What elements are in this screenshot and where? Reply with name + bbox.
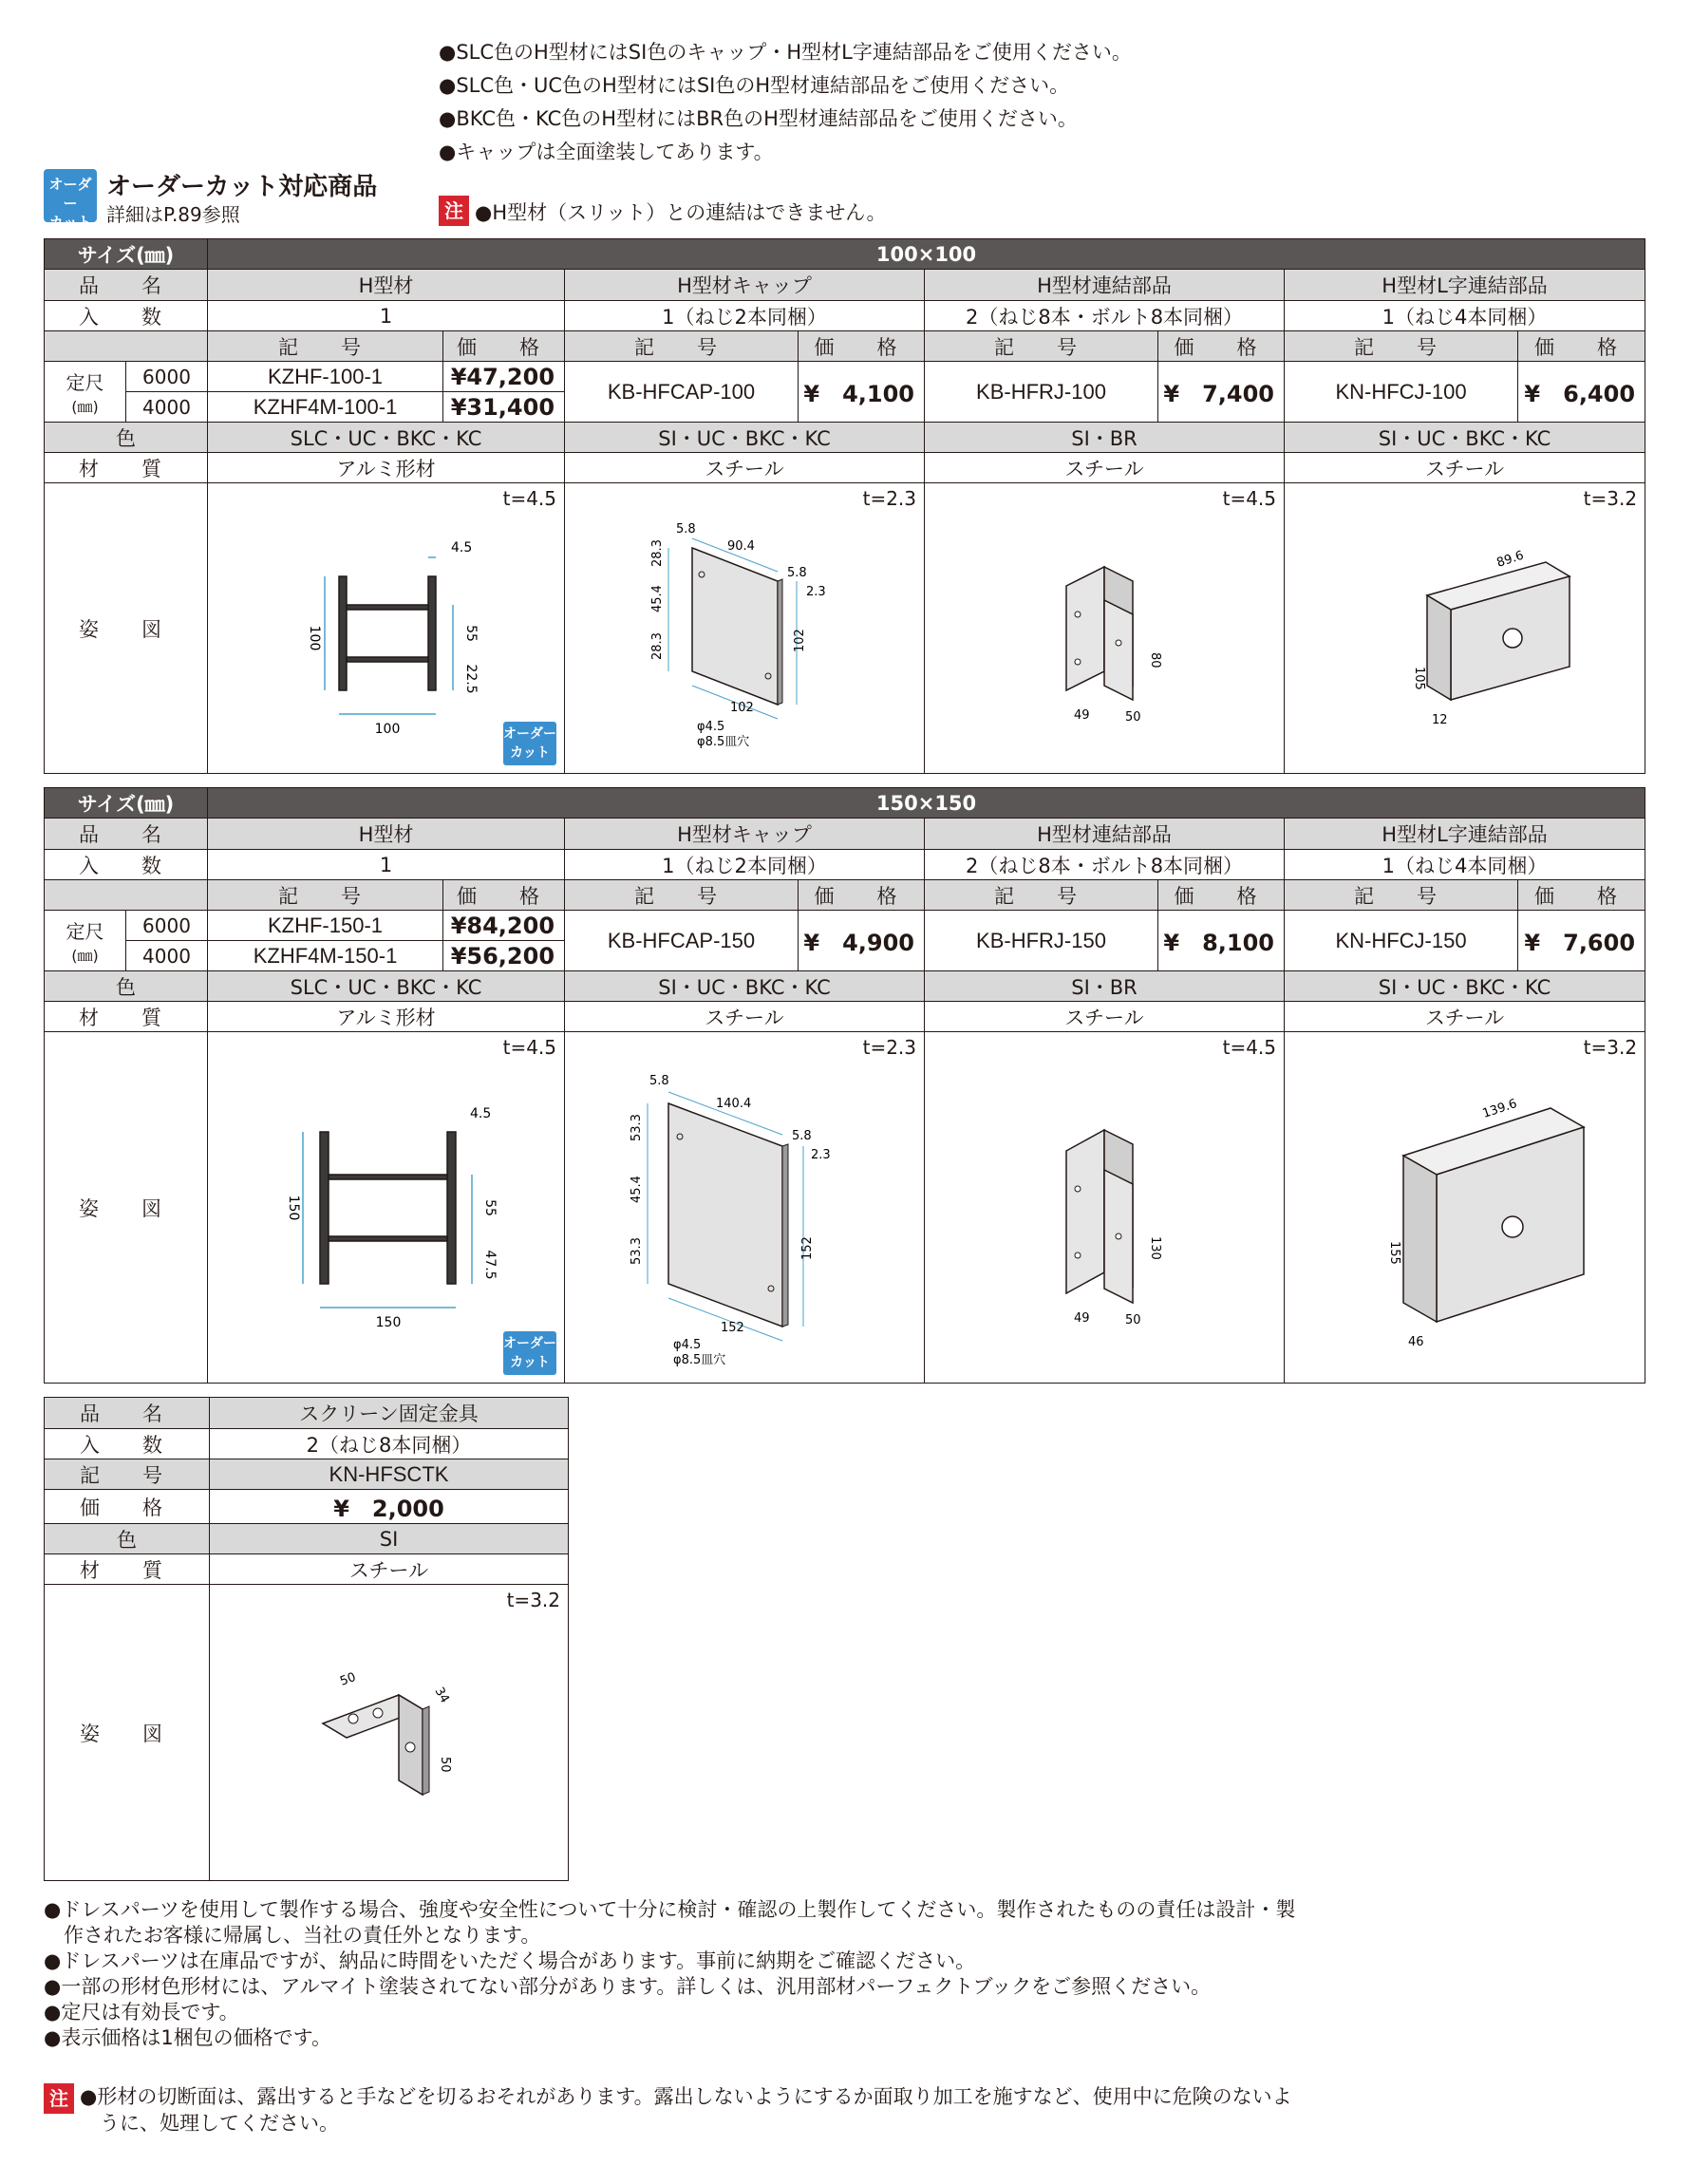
dim-text: 47.5 bbox=[481, 1249, 498, 1280]
order-cut-badge bbox=[503, 1331, 556, 1375]
spec-table-screen bbox=[44, 1397, 569, 1881]
thickness: t=4.5 bbox=[502, 1036, 557, 1059]
code-header: 記 号 bbox=[925, 880, 1158, 911]
note-line: ●一部の形材色形材には、アルマイト塗装されてない部分があります。詳しくは、汎用部材パーフェクトブックをご参照ください。 bbox=[44, 1975, 1212, 1998]
teishaku-text: 定尺 bbox=[66, 370, 104, 394]
dim-text: 46 bbox=[1407, 1334, 1424, 1349]
product-material: スチール bbox=[565, 1002, 925, 1032]
teishaku-label bbox=[45, 362, 126, 423]
product-name: H型材 bbox=[208, 270, 565, 301]
name-label: 品 名 bbox=[45, 1398, 210, 1429]
blank-cell bbox=[45, 331, 208, 362]
note-line: ●定尺は有効長です。 bbox=[44, 2001, 239, 2024]
badge-top-text: オーダー bbox=[503, 726, 557, 742]
figure-h-beam bbox=[208, 1032, 565, 1384]
dim-text: φ4.5 bbox=[673, 1337, 702, 1352]
thickness: t=2.3 bbox=[862, 487, 917, 510]
thickness: t=4.5 bbox=[1222, 487, 1277, 510]
blank-cell bbox=[45, 880, 208, 911]
material-label: 材 質 bbox=[45, 1002, 208, 1032]
dim-text: 5.8 bbox=[787, 565, 807, 580]
note-line: ●表示価格は1梱包の価格です。 bbox=[44, 2026, 332, 2049]
figure-l-joint bbox=[1285, 1032, 1645, 1384]
product-code: KB-HFCAP-100 bbox=[565, 362, 799, 423]
product-price: ¥ 6,400 bbox=[1518, 362, 1645, 423]
badge-bottom-text: カット bbox=[510, 1355, 550, 1370]
length-value: 6000 bbox=[126, 362, 208, 392]
figure-h-beam bbox=[208, 483, 565, 774]
product-color: SLC・UC・BKC・KC bbox=[208, 423, 565, 453]
dim-text: 55 bbox=[462, 624, 479, 642]
thickness: t=4.5 bbox=[1222, 1036, 1277, 1059]
price-header: 価 格 bbox=[443, 880, 565, 911]
dim-text: 2.3 bbox=[811, 1147, 831, 1162]
product-price: ¥ 8,100 bbox=[1158, 911, 1285, 971]
price-label: 価 格 bbox=[45, 1490, 210, 1524]
product-material: スチール bbox=[1285, 453, 1645, 483]
caution-badge: 注 bbox=[44, 2083, 74, 2114]
price-header: 価 格 bbox=[1518, 331, 1645, 362]
product-name: H型材連結部品 bbox=[925, 819, 1285, 850]
dim-text: 139.6 bbox=[1480, 1096, 1519, 1121]
screen-bracket-drawing bbox=[247, 1614, 532, 1852]
dim-text: 49 bbox=[1074, 707, 1090, 723]
product-qty: 2（ねじ8本・ボルト8本同梱） bbox=[925, 301, 1285, 331]
l-joint-drawing bbox=[1313, 1051, 1617, 1365]
caution-line: ●形材の切断面は、露出すると手などを切るおそれがあります。露出しないようにするか面取り加工を施すなど、使用中に危険のないよ bbox=[80, 2085, 1292, 2108]
size-value: 150×150 bbox=[208, 788, 1645, 819]
material-label: 材 質 bbox=[45, 453, 208, 483]
figure-l-joint bbox=[1285, 483, 1645, 774]
product-material: スチール bbox=[925, 1002, 1285, 1032]
thickness: t=2.3 bbox=[862, 1036, 917, 1059]
h-beam-drawing bbox=[244, 1065, 529, 1350]
product-material: スチール bbox=[1285, 1002, 1645, 1032]
length-price: ¥84,200 bbox=[443, 911, 565, 941]
dim-text: 50 bbox=[437, 1756, 452, 1773]
order-cut-badge bbox=[44, 169, 97, 231]
note-line: ●BKC色・KC色のH型材にはBR色のH型材連結部品をご使用ください。 bbox=[439, 107, 1078, 130]
product-material: スチール bbox=[925, 453, 1285, 483]
top-notes bbox=[439, 36, 1388, 169]
product-code: KN-HFCJ-150 bbox=[1285, 911, 1518, 971]
spec-table-150 bbox=[44, 787, 1645, 1384]
caution-line: うに、処理してください。 bbox=[80, 2112, 339, 2135]
joint-drawing bbox=[962, 510, 1247, 747]
length-code: KZHF-100-1 bbox=[208, 362, 443, 392]
product-color: SI・BR bbox=[925, 971, 1285, 1002]
caution-badge: 注 bbox=[439, 196, 469, 226]
mm-text: (㎜) bbox=[71, 946, 99, 965]
dim-text: 2.3 bbox=[806, 584, 826, 599]
badge-bottom-text: カット bbox=[510, 745, 550, 761]
dim-text: 130 bbox=[1148, 1235, 1163, 1260]
product-qty: 2（ねじ8本・ボルト8本同梱） bbox=[925, 850, 1285, 880]
product-code: KB-HFCAP-150 bbox=[565, 911, 799, 971]
product-color: SI・BR bbox=[925, 423, 1285, 453]
dim-text: φ4.5 bbox=[697, 719, 725, 734]
thickness: t=3.2 bbox=[1583, 1036, 1638, 1059]
dim-text: 50 bbox=[1125, 709, 1141, 725]
dim-text: φ8.5皿穴 bbox=[697, 734, 750, 749]
price-header: 価 格 bbox=[799, 331, 925, 362]
product-name: H型材L字連結部品 bbox=[1285, 819, 1645, 850]
product-color: SI・UC・BKC・KC bbox=[565, 423, 925, 453]
order-cut-sub: 詳細はP.89参照 bbox=[106, 203, 240, 226]
note-line: ●SLC色・UC色のH型材にはSI色のH型材連結部品をご使用ください。 bbox=[439, 74, 1070, 97]
length-code: KZHF-150-1 bbox=[208, 911, 443, 941]
dim-text: 5.8 bbox=[649, 1073, 669, 1088]
qty-label: 入 数 bbox=[45, 850, 208, 880]
price-header: 価 格 bbox=[443, 331, 565, 362]
bottom-notes bbox=[44, 1897, 1296, 2051]
thickness: t=4.5 bbox=[502, 487, 557, 510]
order-cut-title: オーダーカット対応商品 bbox=[106, 173, 378, 201]
badge-top-text: オーダー bbox=[48, 176, 92, 212]
code-header: 記 号 bbox=[1285, 331, 1518, 362]
length-price: ¥47,200 bbox=[443, 362, 565, 392]
note-line: 作されたお客様に帰属し、当社の責任外となります。 bbox=[44, 1924, 541, 1947]
product-qty: 1（ねじ2本同梱） bbox=[565, 850, 925, 880]
dim-text: 90.4 bbox=[727, 538, 755, 554]
dim-text: 100 bbox=[374, 721, 400, 737]
product-code: KN-HFSCTK bbox=[210, 1459, 569, 1490]
product-name: H型材キャップ bbox=[565, 270, 925, 301]
length-value: 6000 bbox=[126, 911, 208, 941]
color-label: 色 bbox=[45, 1524, 210, 1554]
dim-text: 4.5 bbox=[469, 1105, 491, 1121]
joint-drawing bbox=[962, 1065, 1247, 1350]
teishaku-text: 定尺 bbox=[66, 919, 104, 943]
dim-text: 53.3 bbox=[630, 1113, 645, 1141]
product-code: KB-HFRJ-150 bbox=[925, 911, 1158, 971]
product-color: SI・UC・BKC・KC bbox=[1285, 423, 1645, 453]
product-color: SI・UC・BKC・KC bbox=[565, 971, 925, 1002]
length-price: ¥31,400 bbox=[443, 392, 565, 423]
cap-drawing bbox=[602, 500, 887, 757]
dim-text: 152 bbox=[800, 1235, 816, 1260]
product-qty: 1（ねじ4本同梱） bbox=[1285, 301, 1645, 331]
dim-text: 102 bbox=[793, 628, 808, 652]
dim-text: 89.6 bbox=[1495, 548, 1526, 571]
product-material: スチール bbox=[565, 453, 925, 483]
dim-text: 28.3 bbox=[650, 631, 666, 660]
badge-bottom-text: カット bbox=[48, 214, 92, 231]
figure-joint bbox=[925, 483, 1285, 774]
product-name: H型材キャップ bbox=[565, 819, 925, 850]
price-header: 価 格 bbox=[1158, 331, 1285, 362]
mm-text: (㎜) bbox=[71, 397, 99, 416]
product-material: スチール bbox=[210, 1554, 569, 1585]
color-label: 色 bbox=[45, 971, 208, 1002]
dim-text: 102 bbox=[730, 700, 754, 715]
product-qty: 1（ねじ2本同梱） bbox=[565, 301, 925, 331]
figure-label: 姿 図 bbox=[45, 1585, 210, 1881]
dim-text: 105 bbox=[1411, 666, 1426, 690]
dim-text: 150 bbox=[375, 1314, 401, 1330]
product-price: ¥ 4,900 bbox=[799, 911, 925, 971]
color-label: 色 bbox=[45, 423, 208, 453]
dim-text: 150 bbox=[285, 1195, 301, 1220]
dim-text: 155 bbox=[1386, 1240, 1401, 1265]
dim-text: 45.4 bbox=[650, 584, 666, 612]
product-material: アルミ形材 bbox=[208, 1002, 565, 1032]
product-name: H型材 bbox=[208, 819, 565, 850]
material-label: 材 質 bbox=[45, 1554, 210, 1585]
product-name: H型材L字連結部品 bbox=[1285, 270, 1645, 301]
figure-cap bbox=[565, 1032, 925, 1384]
length-price: ¥56,200 bbox=[443, 941, 565, 971]
thickness: t=3.2 bbox=[506, 1589, 560, 1611]
order-cut-badge bbox=[503, 722, 556, 765]
dim-text: 152 bbox=[721, 1320, 744, 1335]
product-material: アルミ形材 bbox=[208, 453, 565, 483]
product-qty: 1（ねじ4本同梱） bbox=[1285, 850, 1645, 880]
badge-top-text: オーダー bbox=[503, 1336, 557, 1351]
figure-label: 姿 図 bbox=[45, 1032, 208, 1384]
figure-cap bbox=[565, 483, 925, 774]
cap-drawing bbox=[592, 1046, 896, 1369]
teishaku-label bbox=[45, 911, 126, 971]
length-code: KZHF4M-150-1 bbox=[208, 941, 443, 971]
code-header: 記 号 bbox=[208, 880, 443, 911]
size-label: サイズ(㎜) bbox=[45, 788, 208, 819]
spec-table-100 bbox=[44, 238, 1645, 774]
l-joint-drawing bbox=[1323, 510, 1607, 747]
product-qty: 1 bbox=[208, 850, 565, 880]
dim-text: φ8.5皿穴 bbox=[673, 1352, 726, 1367]
product-color: SI・UC・BKC・KC bbox=[1285, 971, 1645, 1002]
name-label: 品 名 bbox=[45, 819, 208, 850]
product-name: スクリーン固定金具 bbox=[210, 1398, 569, 1429]
dim-text: 34 bbox=[431, 1685, 452, 1705]
figure-joint bbox=[925, 1032, 1285, 1384]
dim-text: 28.3 bbox=[650, 538, 666, 567]
figure-screen-bracket bbox=[210, 1585, 569, 1881]
dim-text: 22.5 bbox=[462, 663, 479, 694]
length-code: KZHF4M-100-1 bbox=[208, 392, 443, 423]
code-label: 記 号 bbox=[45, 1459, 210, 1490]
product-color: SLC・UC・BKC・KC bbox=[208, 971, 565, 1002]
dim-text: 49 bbox=[1074, 1310, 1090, 1326]
product-price: ¥ 7,600 bbox=[1518, 911, 1645, 971]
code-header: 記 号 bbox=[565, 331, 799, 362]
caution-text: ●H型材（スリット）との連結はできません。 bbox=[475, 201, 887, 224]
price-header: 価 格 bbox=[1518, 880, 1645, 911]
thickness: t=3.2 bbox=[1583, 487, 1638, 510]
code-header: 記 号 bbox=[925, 331, 1158, 362]
h-beam-drawing bbox=[244, 510, 529, 747]
note-line: ●ドレスパーツを使用して製作する場合、強度や安全性について十分に検討・確認の上製作してください。製作されたものの責任は設計・製 bbox=[44, 1898, 1296, 1921]
dim-text: 55 bbox=[481, 1198, 498, 1216]
bottom-caution bbox=[80, 2083, 1292, 2137]
dim-text: 80 bbox=[1148, 651, 1163, 668]
product-qty: 2（ねじ8本同梱） bbox=[210, 1429, 569, 1459]
code-header: 記 号 bbox=[208, 331, 443, 362]
product-price: ¥ 4,100 bbox=[799, 362, 925, 423]
product-price: ¥ 7,400 bbox=[1158, 362, 1285, 423]
qty-label: 入 数 bbox=[45, 1429, 210, 1459]
product-color: SI bbox=[210, 1524, 569, 1554]
figure-label: 姿 図 bbox=[45, 483, 208, 774]
dim-text: 50 bbox=[1125, 1312, 1141, 1327]
dim-text: 12 bbox=[1431, 712, 1448, 727]
product-code: KB-HFRJ-100 bbox=[925, 362, 1158, 423]
product-code: KN-HFCJ-100 bbox=[1285, 362, 1518, 423]
dim-text: 140.4 bbox=[716, 1096, 752, 1111]
dim-text: 5.8 bbox=[792, 1128, 812, 1143]
qty-label: 入 数 bbox=[45, 301, 208, 331]
dim-text: 100 bbox=[306, 625, 322, 650]
product-price: ¥ 2,000 bbox=[210, 1490, 569, 1524]
dim-text: 45.4 bbox=[630, 1175, 645, 1203]
product-name: H型材連結部品 bbox=[925, 270, 1285, 301]
price-header: 価 格 bbox=[799, 880, 925, 911]
code-header: 記 号 bbox=[565, 880, 799, 911]
dim-text: 53.3 bbox=[630, 1236, 645, 1265]
name-label: 品 名 bbox=[45, 270, 208, 301]
product-qty: 1 bbox=[208, 301, 565, 331]
price-header: 価 格 bbox=[1158, 880, 1285, 911]
note-line: ●SLC色のH型材にはSI色のキャップ・H型材L字連結部品をご使用ください。 bbox=[439, 41, 1132, 64]
length-value: 4000 bbox=[126, 392, 208, 423]
dim-text: 4.5 bbox=[450, 539, 472, 555]
note-line: ●ドレスパーツは在庫品ですが、納品に時間をいただく場合があります。事前に納期をご確認ください。 bbox=[44, 1949, 976, 1972]
length-value: 4000 bbox=[126, 941, 208, 971]
dim-text: 50 bbox=[337, 1669, 358, 1689]
code-header: 記 号 bbox=[1285, 880, 1518, 911]
size-value: 100×100 bbox=[208, 239, 1645, 270]
note-line: ●キャップは全面塗装してあります。 bbox=[439, 141, 774, 163]
dim-text: 5.8 bbox=[676, 521, 696, 537]
size-label: サイズ(㎜) bbox=[45, 239, 208, 270]
